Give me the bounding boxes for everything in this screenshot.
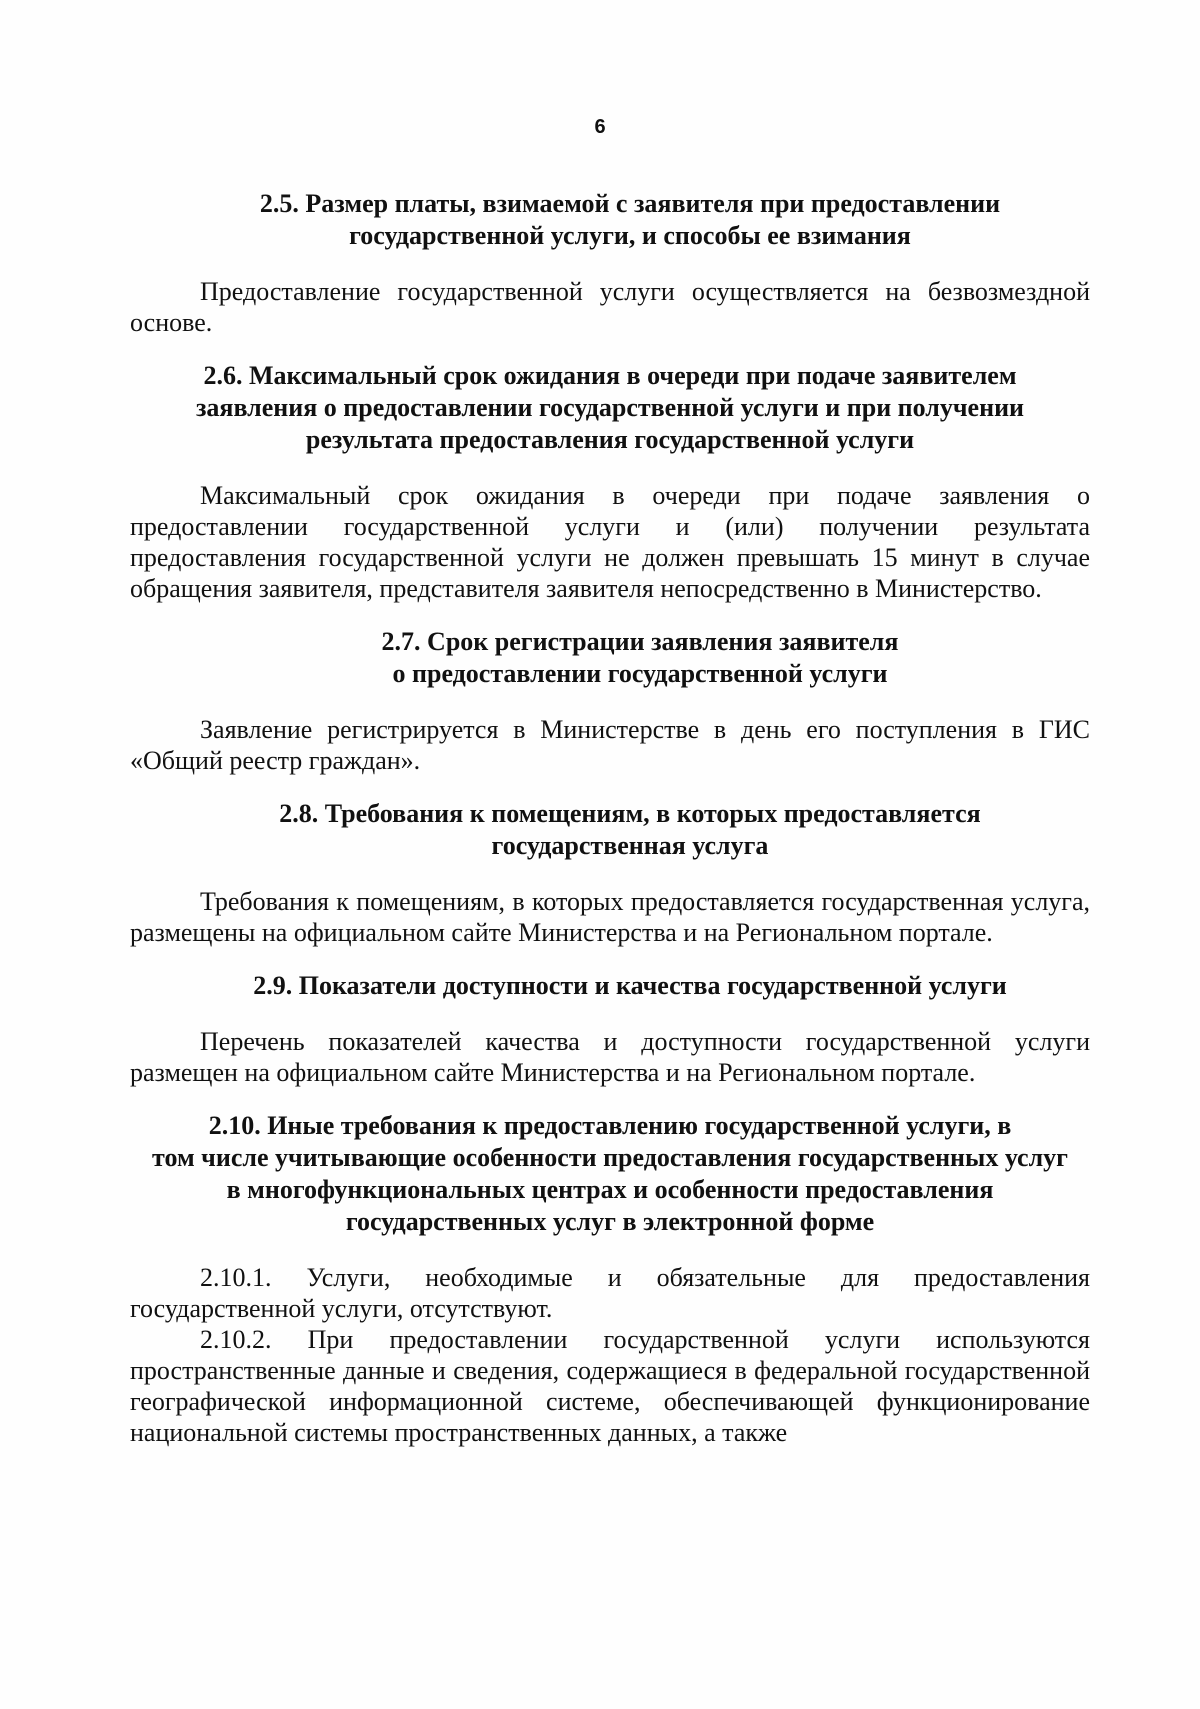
page-number: 6	[594, 116, 606, 138]
heading-line: том числе учитывающие особенности предоставления государственных услуг	[152, 1143, 1068, 1172]
section-2-7	[130, 626, 1090, 776]
paragraph: Предоставление государственной услуги осуществляется на безвозмездной основе.	[130, 277, 1090, 337]
section-heading	[130, 360, 1090, 456]
heading-line: 2.8. Требования к помещениям, в которых предоставляется	[279, 799, 981, 828]
heading-line: государственная услуга	[491, 831, 769, 860]
heading-line: государственных услуг в электронной форме	[345, 1207, 875, 1236]
section-2-10	[130, 1110, 1090, 1448]
heading-line: результата предоставления государственной услуги	[305, 425, 915, 454]
section-2-9	[130, 970, 1090, 1088]
heading-line: 2.5. Размер платы, взимаемой с заявителя при предоставлении	[259, 189, 1001, 218]
document-body	[130, 188, 1090, 1448]
heading-line: заявления о предоставлении государственной услуги и при получении	[195, 393, 1025, 422]
paragraph: Заявление регистрируется в Министерстве в день его поступления в ГИС «Общий реестр граждан».	[130, 715, 1090, 775]
heading-line: 2.6. Максимальный срок ожидания в очереди при подаче заявителем	[203, 361, 1017, 390]
section-2-5	[130, 188, 1090, 338]
heading-line: 2.9. Показатели доступности и качества государственной услуги	[253, 971, 1007, 1000]
heading-line: государственной услуги, и способы ее взимания	[349, 221, 911, 250]
section-heading	[130, 188, 1090, 252]
heading-line: 2.7. Срок регистрации заявления заявителя	[381, 627, 899, 656]
section-2-6	[130, 360, 1090, 604]
paragraph: Требования к помещениям, в которых предоставляется государственная услуга, размещены на официальном сайте Министерства и на Региональном портале.	[130, 887, 1090, 947]
heading-line: в многофункциональных центрах и особенности предоставления	[226, 1175, 994, 1204]
paragraph: 2.10.2. При предоставлении государственной услуги используются пространственные данные и сведения, содержащиеся в федеральной государственной географической информационной системе, обеспечивающей функционирование национальной системы пространственных данных, а также	[130, 1325, 1090, 1447]
section-heading	[130, 626, 1090, 690]
paragraph: Максимальный срок ожидания в очереди при подаче заявления о предоставлении государственной услуги и (или) получении результата предоставления государственной услуги не должен превышать 15 минут в случае обращения заявителя, представителя заявителя непосредственно в Министерство.	[130, 481, 1090, 603]
heading-line: о предоставлении государственной услуги	[392, 659, 888, 688]
heading-line: 2.10. Иные требования к предоставлению государственной услуги, в	[208, 1111, 1012, 1140]
section-heading	[130, 970, 1090, 1002]
paragraph: 2.10.1. Услуги, необходимые и обязательные для предоставления государственной услуги, отсутствуют.	[130, 1263, 1090, 1323]
section-heading	[130, 798, 1090, 862]
section-2-8	[130, 798, 1090, 948]
paragraph: Перечень показателей качества и доступности государственной услуги размещен на официальном сайте Министерства и на Региональном портале.	[130, 1027, 1090, 1087]
section-heading	[130, 1110, 1090, 1238]
